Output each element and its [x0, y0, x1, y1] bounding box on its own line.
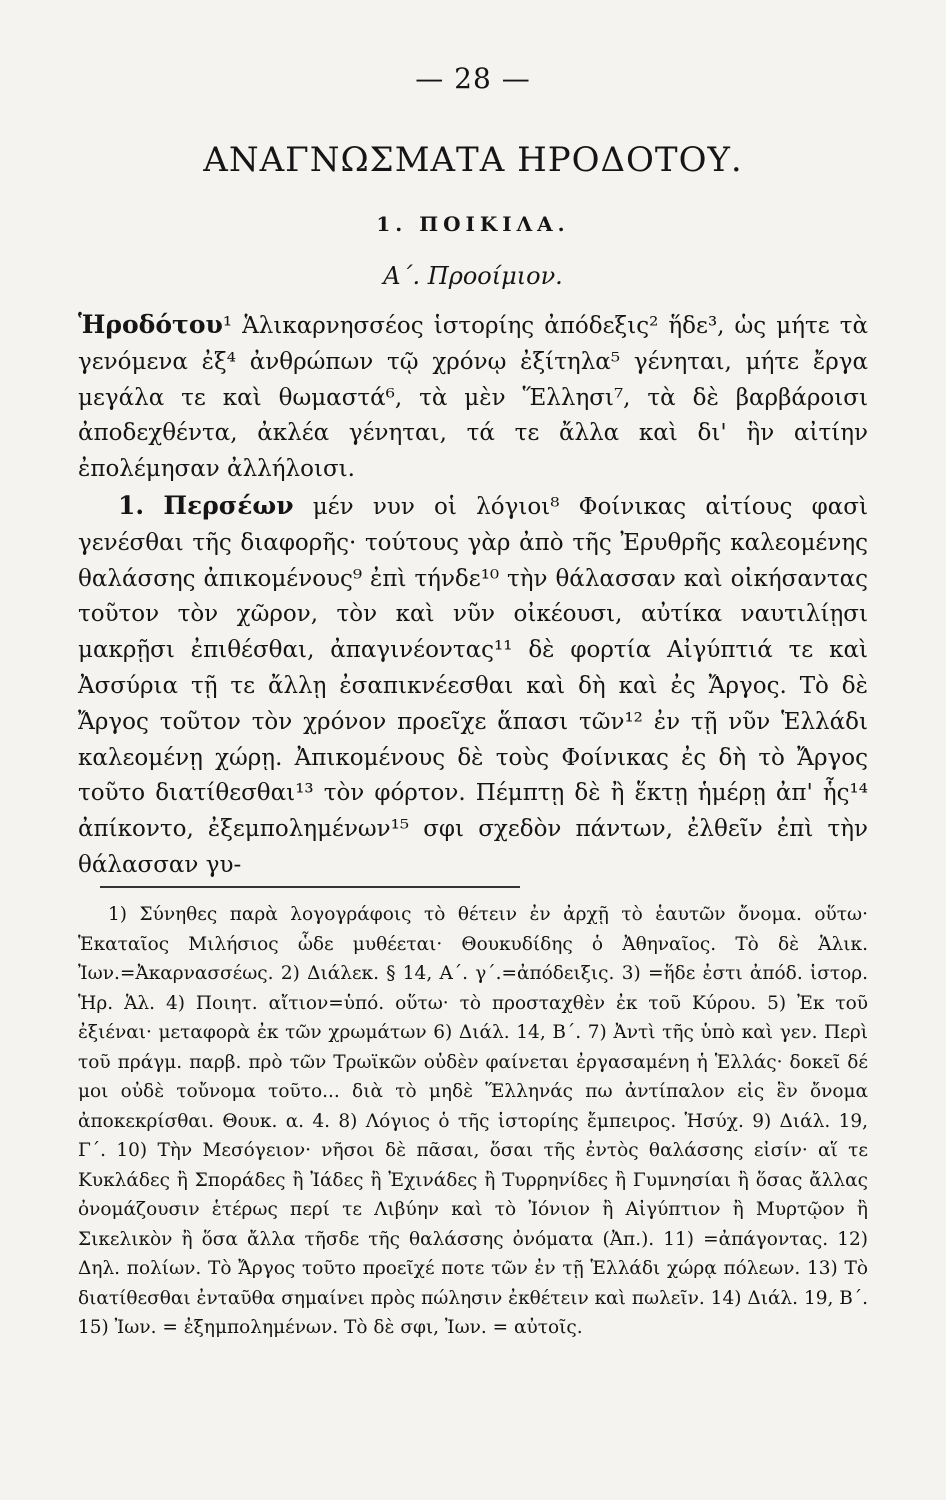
footnotes [78, 900, 868, 1343]
paragraph-text: ¹ Ἁλικαρνησσέος ἱστορίης ἀπόδεξις² ἥδε³, ὡς μήτε τὰ γενόμενα ἐξ⁴ ἀνθρώπων τῷ χρόνῳ ἐξίτηλα⁵ γένηται, μήτε ἔργα μεγάλα τε καὶ θωμαστά⁶, τὰ μὲν Ἕλλησι⁷, τὰ δὲ βαρβάροισι ἀποδεχθέντα, ἀκλέα γένηται, τά τε ἄλλα καὶ δι' ἣν αἰτίην ἐπολέμησαν ἀλλήλοισι. [78, 313, 868, 483]
section-heading: 1. ΠΟΙΚΙΛΑ. [376, 212, 570, 236]
subsection-heading: Α΄. Προοίμιον. [383, 262, 563, 290]
paragraph-prooimion [78, 307, 868, 488]
paragraph-lead-word: Ἡροδότου [78, 310, 223, 339]
page-number: — 28 — [415, 62, 531, 95]
footnotes-text: 1) Σύνηθες παρὰ λογογράφοις τὸ θέτειν ἐν ἀρχῇ τὸ ἑαυτῶν ὄνομα. οὕτω· Ἑκαταῖος Μιλήσιος ὧδε μυθέεται· Θουκυδίδης ὁ Ἀθηναῖος. Τὸ δὲ Ἁλικ. Ἰων.=Ἀκαρνασσέως. 2) Διάλεκ. § 14, Α΄. γ΄.=ἀπόδειξις. 3) =ἥδε ἐστι ἀπόδ. ἱστορ. Ἡρ. Ἁλ. 4) Ποιητ. αἴτιον=ὑπό. οὕτω· τὸ προσταχθὲν ἐκ τοῦ Κύρου. 5) Ἐκ τοῦ ἐξιέναι· μεταφορὰ ἐκ τῶν χρωμάτων 6) Διάλ. 14, Β΄. 7) Ἀντὶ τῆς ὑπὸ καὶ γεν. Περὶ τοῦ πράγμ. παρβ. πρὸ τῶν Τρωϊκῶν οὐδὲν φαίνεται ἐργασαμένη ἡ Ἑλλάς· δοκεῖ δέ μοι οὐδὲ τοὔνομα τοῦτο... διὰ τὸ μηδὲ Ἕλληνάς πω ἀντίπαλον εἰς ἓν ὄνομα ἀποκεκρίσθαι. Θουκ. α. 4. 8) Λόγιος ὁ τῆς ἱστορίης ἔμπειρος. Ἡσύχ. 9) Διάλ. 19, Γ΄. 10) Τὴν Μεσόγειον· νῆσοι δὲ πᾶσαι, ὅσαι τῆς ἐντὸς θαλάσσης εἰσίν· αἵ τε Κυκλάδες ἢ Σποράδες ἢ Ἰάδες ἢ Ἐχινάδες ἢ Τυρρηνίδες ἢ Γυμνησίαι ἢ ὅσας ἄλλας ὀνομάζουσιν ἑτέρως περί τε Λιβύην καὶ τὸ Ἰόνιον ἢ Αἰγύπτιον ἢ Μυρτῷον ἢ Σικελικὸν ἢ ὅσα ἄλλα τῆσδε τῆς θαλάσσης ὀνόματα (Ἀπ.). 11) =ἀπάγοντας. 12) Δηλ. πολίων. Τὸ Ἄργος τοῦτο προεῖχέ ποτε τῶν ἐν τῇ Ἑλλάδι χώρᾳ πόλεων. 13) Τὸ διατίθεσθαι ἐνταῦθα σημαίνει πρὸς πώλησιν ἐκθέτειν καὶ πωλεῖν. 14) Διάλ. 19, Β΄. 15) Ἰων. = ἐξημπολημένων. Τὸ δὲ σφι, Ἰων. = αὐτοῖς. [78, 904, 868, 1338]
main-text [78, 307, 868, 884]
footnote-divider [100, 886, 520, 888]
page-title: ΑΝΑΓΝΩΣΜΑΤΑ ΗΡΟΔΟΤΟΥ. [203, 140, 743, 180]
paragraph-lead-word: Περσέων [163, 490, 294, 520]
paragraph-1 [78, 488, 868, 884]
paragraph-number: 1. [118, 490, 145, 520]
paragraph-text: μέν νυν οἱ λόγιοι⁸ Φοίνικας αἰτίους φασὶ γενέσθαι τῆς διαφορῆς· τούτους γὰρ ἀπὸ τῆς Ἐρυθρῆς καλεομένης θαλάσσης ἀπικομένους⁹ ἐπὶ τήνδε¹⁰ τὴν θάλασσαν καὶ οἰκήσαντας τοῦτον τὸν χῶρον, τὸν καὶ νῦν οἰκέουσι, αὐτίκα ναυτιλίῃσι μακρῇσι ἐπιθέσθαι, ἀπαγινέοντας¹¹ δὲ φορτία Αἰγύπτιά τε καὶ Ἀσσύρια τῇ τε ἄλλῃ ἐσαπικνέεσθαι καὶ δὴ καὶ ἐς Ἄργος. Τὸ δὲ Ἄργος τοῦτον τὸν χρόνον προεῖχε ἅπασι τῶν¹² ἐν τῇ νῦν Ἑλλάδι καλεομένῃ χώρῃ. Ἀπικομένους δὲ τοὺς Φοίνικας ἐς δὴ τὸ Ἄργος τοῦτο διατίθεσθαι¹³ τὸν φόρτον. Πέμπτῃ δὲ ἢ ἕκτῃ ἡμέρῃ ἀπ' ἧς¹⁴ ἀπίκοντο, ἐξεμπολημένων¹⁵ σφι σχεδὸν πάντων, ἐλθεῖν ἐπὶ τὴν θάλασσαν γυ- [78, 493, 868, 878]
